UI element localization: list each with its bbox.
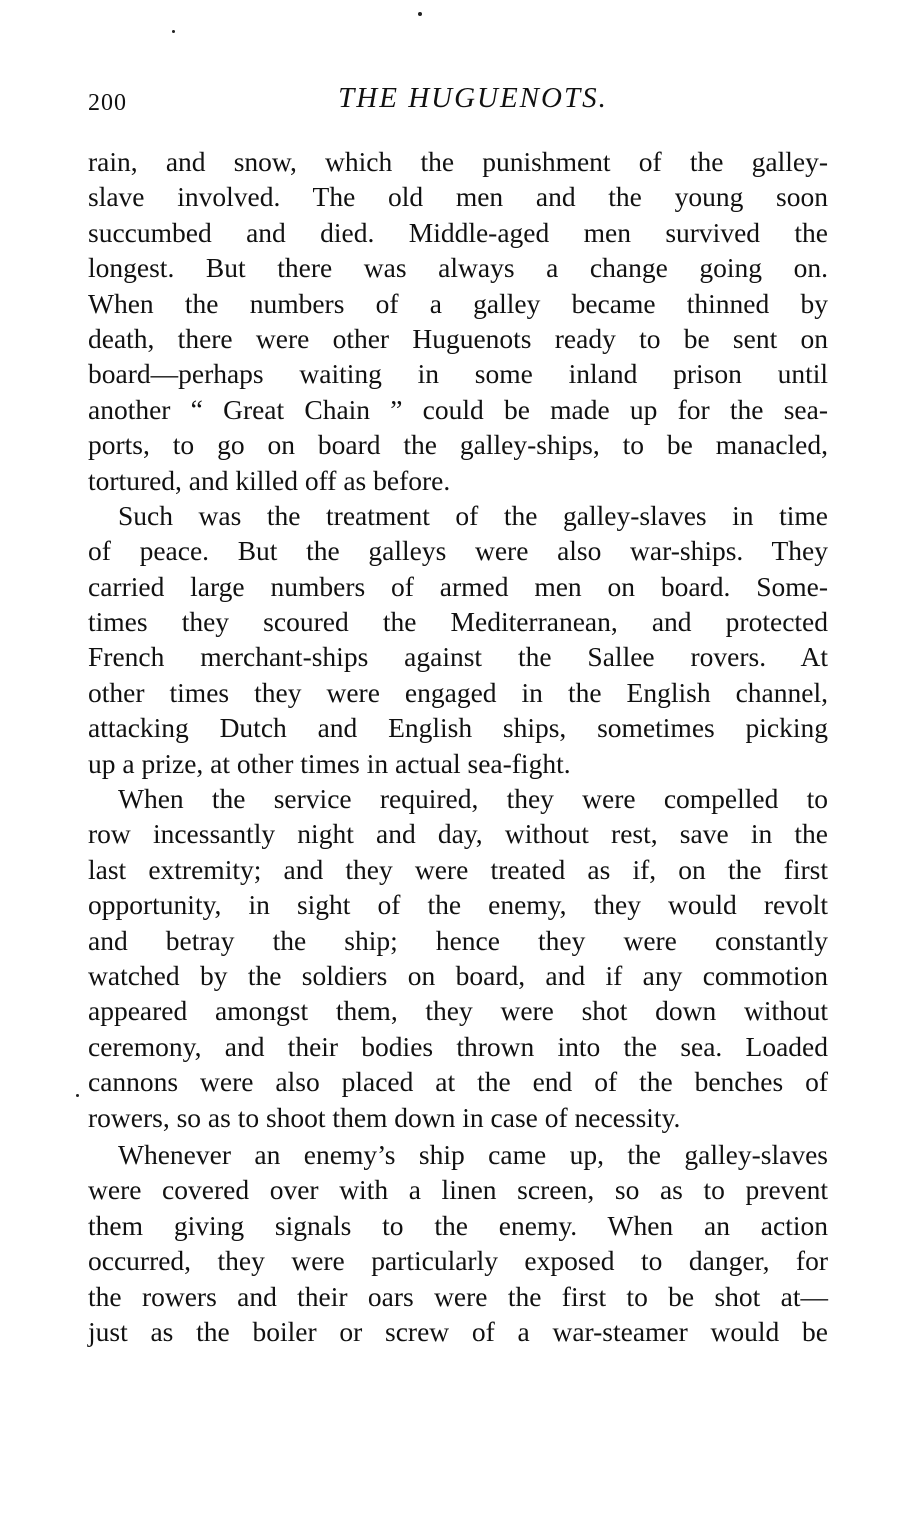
text-line: opportunity, in sight of the enemy, they would revolt [88, 889, 828, 921]
text-line: of peace. But the galleys were also war-ships. They [88, 535, 828, 567]
paragraph-3 [88, 781, 828, 1135]
text-line: death, there were other Huguenots ready to be sent on [88, 322, 828, 354]
text-line: occurred, they were particularly exposed to danger, for [88, 1245, 828, 1277]
paragraph-1 [88, 144, 828, 498]
text-line: ports, to go on board the galley-ships, to be manacled, [88, 429, 828, 461]
text-line: rowers, so as to shoot them down in case of necessity. [88, 1101, 681, 1133]
text-line: last extremity; and they were treated as if, on the first [88, 853, 828, 885]
print-speck [418, 12, 422, 16]
text-line: slave involved. The old men and the young soon [88, 181, 828, 213]
text-line: the rowers and their oars were the first to be shot at— [88, 1280, 828, 1312]
print-speck [76, 1094, 79, 1097]
text-line: French merchant-ships against the Sallee rovers. At [88, 641, 828, 673]
text-line: When the service required, they were compelled to [118, 783, 828, 815]
text-line: cannons were also placed at the end of the benches of [88, 1066, 828, 1098]
page-header [88, 82, 828, 130]
book-page [88, 82, 828, 1349]
text-line: up a prize, at other times in actual sea-fight. [88, 747, 571, 779]
body-text [88, 144, 828, 1349]
text-line: just as the boiler or screw of a war-steamer would be [88, 1315, 828, 1347]
text-line: Whenever an enemy’s ship came up, the galley-slaves [118, 1138, 828, 1170]
text-line: ceremony, and their bodies thrown into the sea. Loaded [88, 1030, 828, 1062]
running-title: THE HUGUENOTS. [338, 82, 608, 114]
text-line: them giving signals to the enemy. When an action [88, 1209, 828, 1241]
text-line: board—perhaps waiting in some inland prison until [88, 358, 828, 390]
text-line: succumbed and died. Middle-aged men survived the [88, 216, 828, 248]
text-line: Such was the treatment of the galley-slaves in time [118, 499, 828, 531]
text-line: were covered over with a linen screen, so as to prevent [88, 1174, 828, 1206]
text-line: attacking Dutch and English ships, sometimes picking [88, 712, 828, 744]
text-line: row incessantly night and day, without rest, save in the [88, 818, 828, 850]
page-number: 200 [88, 90, 127, 116]
text-line: appeared amongst them, they were shot down without [88, 995, 828, 1027]
text-line: tortured, and killed off as before. [88, 464, 451, 496]
text-line: and betray the ship; hence they were constantly [88, 924, 828, 956]
paragraph-2 [88, 498, 828, 781]
text-line: rain, and snow, which the punishment of the galley- [88, 146, 828, 177]
text-line: longest. But there was always a change going on. [88, 252, 828, 284]
text-line: other times they were engaged in the English channel, [88, 676, 828, 708]
paragraph-4 [88, 1137, 828, 1349]
text-line: times they scoured the Mediterranean, and protected [88, 606, 828, 638]
text-line: watched by the soldiers on board, and if any commotion [88, 959, 828, 991]
text-line: another “ Great Chain ” could be made up for the sea- [88, 393, 828, 425]
text-line: When the numbers of a galley became thinned by [88, 287, 828, 319]
text-line: carried large numbers of armed men on board. Some- [88, 570, 828, 602]
print-speck [172, 30, 175, 33]
